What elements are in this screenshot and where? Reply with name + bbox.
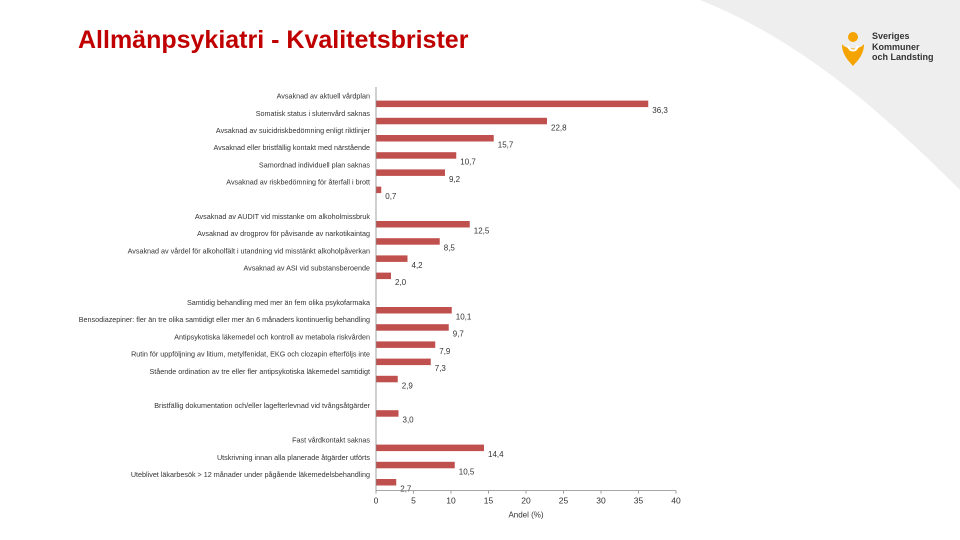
category-label: Avsaknad eller bristfällig kontakt med närstående bbox=[213, 143, 370, 153]
value-label: 2,7 bbox=[400, 484, 412, 494]
x-axis-title: Andel (%) bbox=[508, 510, 544, 520]
bar bbox=[376, 462, 455, 469]
logo-line-2: Kommuner bbox=[872, 41, 920, 52]
bar bbox=[376, 479, 396, 486]
bar bbox=[376, 273, 391, 280]
category-label: Bensodiazepiner: fler än tre olika samtidigt eller mer än 6 månaders kontinuerlig behandling bbox=[78, 315, 370, 325]
value-label: 10,7 bbox=[460, 157, 476, 167]
value-label: 2,0 bbox=[395, 278, 407, 288]
category-label: Stående ordination av tre eller fler antipsykotiska läkemedel samtidigt bbox=[149, 366, 370, 376]
value-label: 10,1 bbox=[455, 312, 472, 322]
bar bbox=[376, 221, 470, 228]
value-label: 36,3 bbox=[652, 106, 668, 116]
category-label: Avsaknad av drogprov för påvisande av narkotikaintag bbox=[197, 229, 370, 239]
x-tick-label: 30 bbox=[596, 495, 606, 506]
bar bbox=[376, 238, 440, 245]
value-label: 2,9 bbox=[401, 381, 413, 391]
value-label: 22,8 bbox=[551, 123, 567, 133]
category-label: Fast vårdkontakt saknas bbox=[292, 435, 370, 445]
value-label: 9,2 bbox=[449, 174, 461, 184]
bar bbox=[376, 255, 408, 262]
bar bbox=[376, 445, 484, 452]
value-label: 7,9 bbox=[439, 346, 451, 356]
bar bbox=[376, 359, 431, 366]
category-label: Samordnad individuell plan saknas bbox=[258, 160, 370, 170]
category-label: Bristfällig dokumentation och/eller lagefterlevnad vid tvångsåtgärder bbox=[154, 401, 370, 411]
bar-chart bbox=[74, 77, 686, 524]
x-tick-label: 35 bbox=[633, 495, 644, 506]
value-label: 8,5 bbox=[443, 243, 455, 253]
bar bbox=[376, 324, 449, 331]
logo-line-1: Sveriges bbox=[872, 31, 910, 41]
category-label: Utskrivning innan alla planerade åtgärder utförts bbox=[216, 452, 370, 462]
bar bbox=[376, 152, 456, 159]
x-tick-label: 25 bbox=[558, 495, 569, 506]
slide-title: Allmänpsykiatri - Kvalitetsbrister bbox=[78, 26, 469, 54]
value-label: 10,5 bbox=[458, 467, 475, 477]
category-label: Samtidig behandling med mer än fem olika psykofarmaka bbox=[187, 298, 370, 307]
value-label: 7,3 bbox=[434, 364, 446, 374]
x-tick-label: 5 bbox=[411, 495, 416, 506]
category-label: Somatisk status i slutenvård saknas bbox=[255, 108, 370, 118]
bar bbox=[376, 410, 399, 417]
logo-line-3: och Landsting bbox=[872, 52, 934, 62]
skl-logo-emblem-icon bbox=[838, 28, 868, 68]
chart-panel bbox=[74, 77, 686, 524]
category-label: Avsaknad av vårdel för alkoholfält i utandning vid misstänkt alkoholpåverkan bbox=[127, 246, 370, 256]
value-label: 12,5 bbox=[473, 226, 490, 236]
category-label: Antipsykotiska läkemedel och kontroll av metabola riskvården bbox=[174, 332, 370, 342]
category-label: Uteblivet läkarbesök > 12 månader under pågående läkemedelsbehandling bbox=[130, 470, 370, 479]
skl-logo bbox=[838, 28, 948, 70]
value-label: 9,7 bbox=[452, 329, 464, 339]
bar bbox=[376, 307, 452, 314]
logo-text bbox=[872, 31, 934, 63]
bar bbox=[376, 376, 398, 383]
category-label: Avsaknad av ASI vid substansberoende bbox=[243, 263, 370, 273]
x-tick-label: 0 bbox=[373, 495, 379, 506]
x-tick-label: 10 bbox=[446, 495, 456, 506]
x-tick-label: 20 bbox=[521, 495, 531, 506]
x-tick-label: 40 bbox=[671, 495, 681, 506]
category-label: Avsaknad av AUDIT vid misstanke om alkoholmissbruk bbox=[194, 212, 370, 221]
value-label: 4,2 bbox=[411, 260, 423, 270]
value-label: 15,7 bbox=[497, 140, 514, 150]
category-label: Avsaknad av suicidriskbedömning enligt riktlinjer bbox=[215, 126, 370, 135]
category-label: Avsaknad av aktuell vårdplan bbox=[276, 91, 370, 101]
value-label: 0,7 bbox=[385, 192, 397, 202]
bar bbox=[376, 135, 494, 142]
bar bbox=[376, 341, 435, 348]
bar bbox=[376, 187, 381, 194]
bar bbox=[376, 101, 648, 108]
x-tick-label: 15 bbox=[483, 495, 494, 506]
category-label: Avsaknad av riskbedömning för återfall i brott bbox=[226, 177, 370, 187]
value-label: 3,0 bbox=[402, 415, 414, 425]
bar bbox=[376, 169, 445, 176]
bar bbox=[376, 118, 547, 125]
value-label: 14,4 bbox=[488, 450, 504, 460]
category-label: Rutin för uppföljning av litium, metylfenidat, EKG och clozapin efterföljs inte bbox=[131, 349, 370, 359]
